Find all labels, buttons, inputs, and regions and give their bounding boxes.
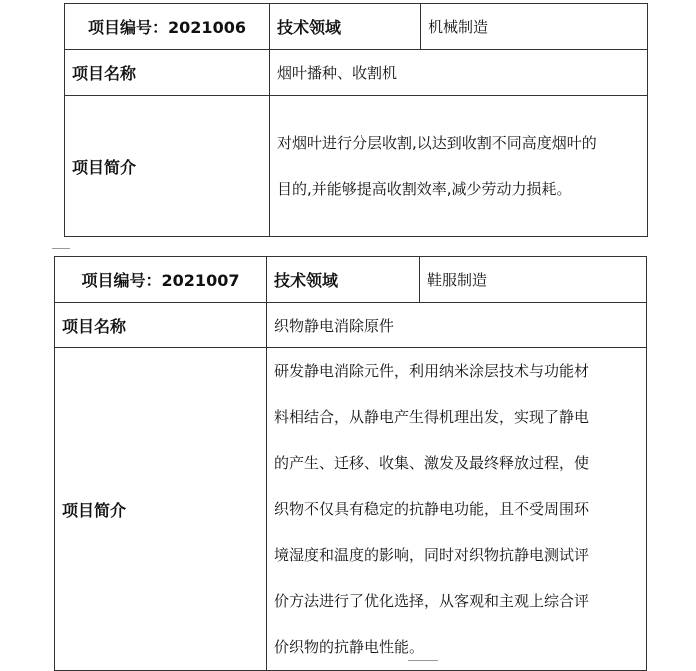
intro-text	[270, 96, 648, 237]
intro-line: 料相结合，从静电产生得机理出发，实现了静电	[274, 408, 590, 426]
project-id: 项目编号：2021006	[65, 4, 270, 50]
intro-label: 项目简介	[65, 96, 270, 237]
intro-text	[267, 348, 647, 671]
field-value: 机械制造	[421, 4, 648, 50]
name-value: 烟叶播种、收割机	[270, 50, 648, 96]
table-edge-stub	[52, 248, 70, 256]
field-label: 技术领域	[267, 257, 420, 303]
project-id: 项目编号：2021007	[55, 257, 267, 303]
intro-line: 对烟叶进行分层收割,以达到收割不同高度烟叶的	[277, 134, 597, 152]
table-edge-stub	[408, 660, 438, 668]
field-value: 鞋服制造	[420, 257, 647, 303]
name-value: 织物静电消除原件	[267, 303, 647, 348]
intro-line: 的产生、迁移、收集、激发及最终释放过程，使	[274, 454, 590, 472]
intro-line: 织物不仅具有稳定的抗静电功能，且不受周围环	[274, 500, 590, 518]
project-table-1	[64, 3, 648, 237]
intro-line: 价方法进行了优化选择，从客观和主观上综合评	[274, 592, 590, 610]
name-label: 项目名称	[65, 50, 270, 96]
intro-line: 境湿度和温度的影响，同时对织物抗静电测试评	[274, 546, 590, 564]
project-table-2	[54, 256, 647, 671]
field-label: 技术领域	[270, 4, 421, 50]
intro-line: 目的,并能够提高收割效率,减少劳动力损耗。	[277, 180, 572, 198]
intro-label: 项目简介	[55, 348, 267, 671]
intro-line: 研发静电消除元件，利用纳米涂层技术与功能材	[274, 362, 590, 380]
name-label: 项目名称	[55, 303, 267, 348]
intro-line: 价织物的抗静电性能。	[274, 638, 425, 656]
